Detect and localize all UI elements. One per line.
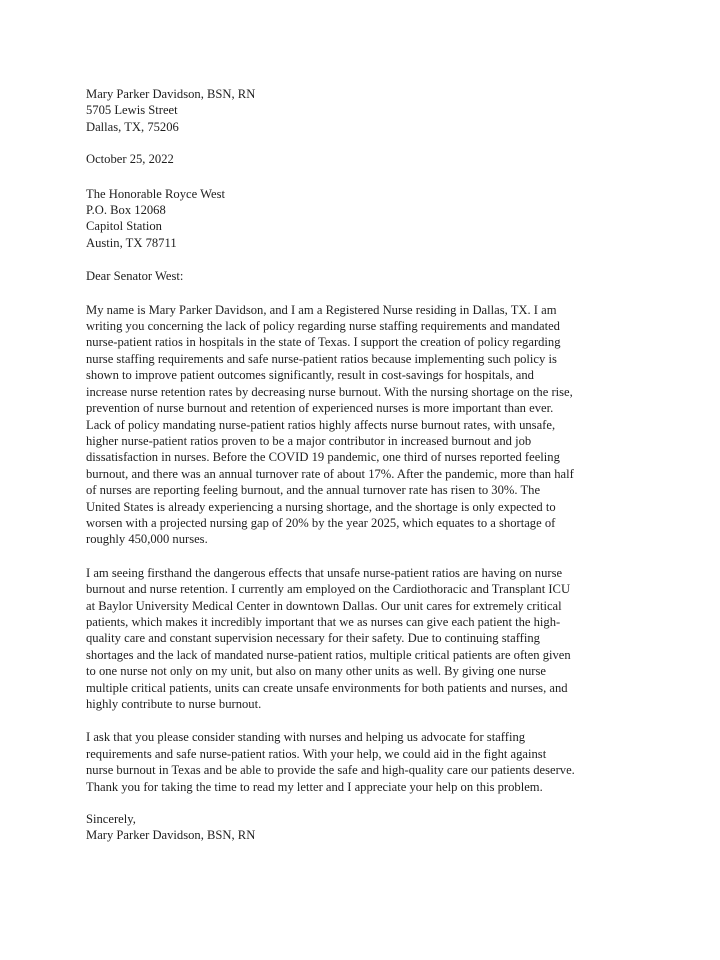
paragraph-line: higher nurse-patient ratios proven to be a major contributor in increased burnout and job xyxy=(86,433,532,448)
paragraph-line: shown to improve patient outcomes significantly, result in cost-savings for hospitals, and xyxy=(86,368,534,383)
letter-body xyxy=(86,86,642,844)
paragraph-line: to one nurse not only on my unit, but also on many other units as well. By giving one nurse xyxy=(86,664,546,679)
paragraph-line: prevention of nurse burnout and retention of experienced nurses is more important than ever. xyxy=(86,401,554,416)
sender-street: 5705 Lewis Street xyxy=(86,103,178,118)
sender-city: Dallas, TX, 75206 xyxy=(86,119,179,134)
sender-name: Mary Parker Davidson, BSN, RN xyxy=(86,87,256,101)
paragraph-line: quality care and constant supervision necessary for their safety. Due to continuing staffing xyxy=(86,631,540,646)
paragraph-line: roughly 450,000 nurses. xyxy=(86,532,208,547)
paragraph-line: burnout and nurse retention. I currently am employed on the Cardiothoracic and Transplant ICU xyxy=(86,582,571,597)
paragraph-line: patients, which makes it incredibly important that we as nurses can give each patient the high- xyxy=(86,614,561,629)
recipient-po-box: P.O. Box 12068 xyxy=(86,203,166,218)
paragraph-line: writing you concerning the lack of policy regarding nurse staffing requirements and mandated xyxy=(86,319,560,334)
paragraph-line: dissatisfaction in nurses. Before the COVID 19 pandemic, one third of nurses reported feeling xyxy=(86,450,560,465)
paragraph-line: highly contribute to nurse burnout. xyxy=(86,697,262,711)
paragraph-line: worsen with a projected nursing gap of 20% by the year 2025, which equates to a shortage of xyxy=(86,515,556,530)
paragraph-line: nurse staffing requirements and safe nurse-patient ratios because implementing such policy is xyxy=(86,351,557,366)
letter-date: October 25, 2022 xyxy=(86,152,174,167)
salutation: Dear Senator West: xyxy=(86,269,184,284)
paragraph-line: increase nurse retention rates by decreasing nurse burnout. With the nursing shortage on the rise, xyxy=(86,384,573,399)
recipient-address xyxy=(86,186,642,252)
recipient-name: The Honorable Royce West xyxy=(86,186,225,201)
paragraph-line: United States is already experiencing a nursing shortage, and the shortage is only expected to xyxy=(86,499,556,514)
paragraph-line: I ask that you please consider standing with nurses and helping us advocate for staffing xyxy=(86,730,526,745)
closing: Sincerely, xyxy=(86,812,136,827)
paragraph-line: requirements and safe nurse-patient ratios. With your help, we could aid in the fight against xyxy=(86,746,547,761)
sender-address xyxy=(86,86,642,135)
signature-name: Mary Parker Davidson, BSN, RN xyxy=(86,828,256,843)
paragraph-line: of nurses are reporting feeling burnout, and the annual turnover rate has risen to 30%. The xyxy=(86,483,541,498)
paragraph-line: nurse burnout in Texas and be able to provide the safe and high-quality care our patients deserve. xyxy=(86,763,575,778)
paragraph-line: nurse-patient ratios in hospitals in the state of Texas. I support the creation of policy regarding xyxy=(86,335,561,350)
paragraph-line: multiple critical patients, units can create unsafe environments for both patients and nurses, and xyxy=(86,680,568,695)
salutation-block xyxy=(86,268,642,284)
paragraph-line: burnout, and there was an annual turnover rate of about 17%. After the pandemic, more than half xyxy=(86,466,574,481)
recipient-city: Austin, TX 78711 xyxy=(86,235,177,250)
paragraph-line: Lack of policy mandating nurse-patient ratios highly affects nurse burnout rates, with unsafe, xyxy=(86,417,556,432)
closing-block xyxy=(86,811,642,844)
letter-date-block xyxy=(86,151,642,167)
body-paragraph-1 xyxy=(86,302,642,548)
paragraph-line: shortages and the lack of mandated nurse-patient ratios, multiple critical patients are often given xyxy=(86,647,571,662)
paragraph-line: at Baylor University Medical Center in downtown Dallas. Our unit cares for extremely critical xyxy=(86,598,562,613)
paragraph-line: My name is Mary Parker Davidson, and I am a Registered Nurse residing in Dallas, TX. I am xyxy=(86,302,557,317)
paragraph-line: Thank you for taking the time to read my letter and I appreciate your help on this problem. xyxy=(86,779,543,794)
body-paragraph-3 xyxy=(86,729,642,795)
body-paragraph-2 xyxy=(86,565,642,713)
recipient-station: Capitol Station xyxy=(86,219,162,234)
paragraph-line: I am seeing firsthand the dangerous effects that unsafe nurse-patient ratios are having on nurse xyxy=(86,565,563,580)
